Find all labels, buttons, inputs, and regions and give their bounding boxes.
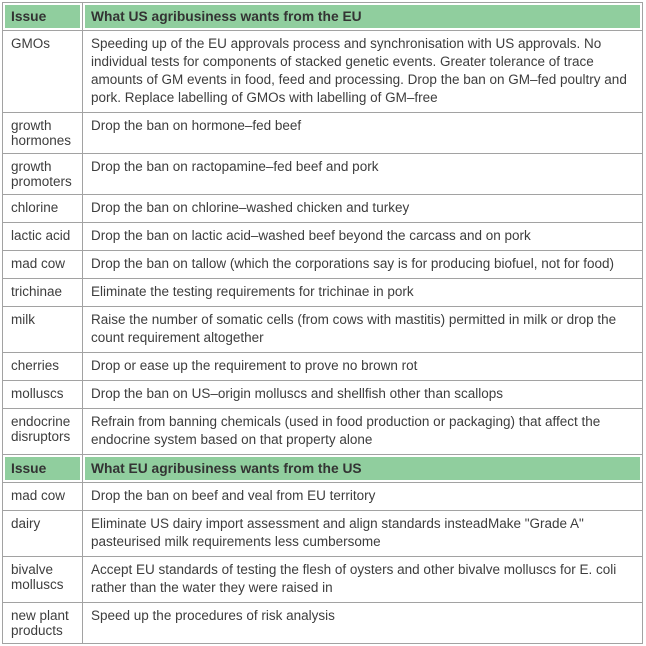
table-row [3,279,643,307]
table-header-row [3,455,643,483]
table-row [3,154,643,195]
table-row [3,483,643,511]
description-cell: Speed up the procedures of risk analysis [83,603,643,644]
issue-column-header: Issue [3,455,83,483]
issue-cell: endocrine disruptors [3,409,83,455]
issue-cell: dairy [3,511,83,557]
description-cell: Drop or ease up the requirement to prove no brown rot [83,353,643,381]
issue-cell: new plant products [3,603,83,644]
table-row [3,603,643,644]
table-header-row [3,3,643,31]
description-cell: Raise the number of somatic cells (from cows with mastitis) permitted in milk or drop the count requirement altogether [83,307,643,353]
description-cell: Drop the ban on US–origin molluscs and shellfish other than scallops [83,381,643,409]
description-cell: Eliminate US dairy import assessment and align standards insteadMake "Grade A" pasteurised milk requirements less cumbersome [83,511,643,557]
description-cell: Drop the ban on hormone–fed beef [83,113,643,154]
description-column-header: What US agribusiness wants from the EU [83,3,643,31]
table-row [3,511,643,557]
description-cell: Drop the ban on tallow (which the corporations say is for producing biofuel, not for food) [83,251,643,279]
table-row [3,409,643,455]
issue-cell: lactic acid [3,223,83,251]
table-row [3,307,643,353]
agribusiness-demands-table [2,2,643,644]
issue-cell: cherries [3,353,83,381]
issue-cell: bivalve molluscs [3,557,83,603]
issue-cell: mad cow [3,483,83,511]
description-cell: Drop the ban on ractopamine–fed beef and pork [83,154,643,195]
description-cell: Accept EU standards of testing the flesh of oysters and other bivalve molluscs for E. coli rather than the water they were raised in [83,557,643,603]
table-row [3,353,643,381]
issue-cell: GMOs [3,31,83,113]
issue-cell: growth hormones [3,113,83,154]
issue-cell: mad cow [3,251,83,279]
issue-cell: molluscs [3,381,83,409]
description-column-header: What EU agribusiness wants from the US [83,455,643,483]
description-cell: Drop the ban on lactic acid–washed beef beyond the carcass and on pork [83,223,643,251]
description-cell: Speeding up of the EU approvals process and synchronisation with US approvals. No individual tests for components of stacked genetic events. Greater tolerance of trace amounts of GM events in food, feed and processing. Drop the ban on GM–fed poultry and pork. Replace labelling of GMOs with labelling of GM–free [83,31,643,113]
table-row [3,381,643,409]
description-cell: Drop the ban on beef and veal from EU territory [83,483,643,511]
table-row [3,195,643,223]
description-cell: Eliminate the testing requirements for trichinae in pork [83,279,643,307]
issue-column-header: Issue [3,3,83,31]
table-row [3,223,643,251]
table-row [3,31,643,113]
table-row [3,251,643,279]
issue-cell: milk [3,307,83,353]
issue-cell: growth promoters [3,154,83,195]
issue-cell: trichinae [3,279,83,307]
table-body [3,3,643,644]
table-row [3,113,643,154]
description-cell: Drop the ban on chlorine–washed chicken and turkey [83,195,643,223]
description-cell: Refrain from banning chemicals (used in food production or packaging) that affect the endocrine system based on that property alone [83,409,643,455]
table-row [3,557,643,603]
issue-cell: chlorine [3,195,83,223]
